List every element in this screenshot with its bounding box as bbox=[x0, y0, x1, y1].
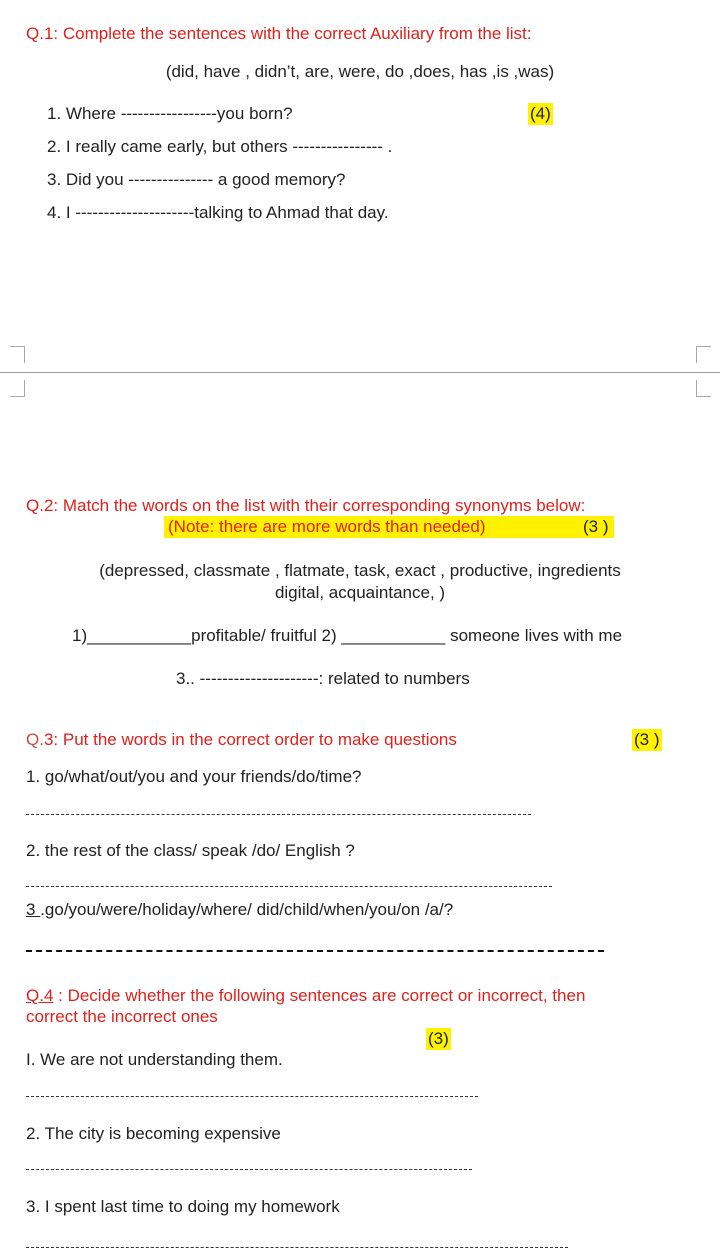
q4-marks: (3) bbox=[428, 1029, 449, 1048]
q2-note: (Note: there are more words than needed) bbox=[168, 517, 486, 536]
q2-marks: (3 ) bbox=[583, 517, 609, 536]
q1-item-3: 3. Did you --------------- a good memory? bbox=[47, 170, 346, 189]
q3-item-2: 2. the rest of the class/ speak /do/ English ? bbox=[26, 841, 355, 860]
q4-title-text: : Decide whether the following sentences are correct or incorrect, then bbox=[53, 986, 586, 1005]
q1-item-2: 2. I really came early, but others ---------------- . bbox=[47, 137, 393, 156]
q1-item-1: 1. Where -----------------you born? bbox=[47, 104, 293, 123]
q3-title bbox=[26, 729, 457, 751]
q3-marks: (3 ) bbox=[634, 730, 660, 749]
q3-item-3-text: .go/you/were/holiday/where/ did/child/when/you/on /a/? bbox=[40, 900, 454, 919]
q3-title-text: 3: Put the words in the correct order to make questions bbox=[43, 730, 457, 749]
q4-answer-line-3 bbox=[26, 1247, 568, 1248]
q4-item-3-number: 3. bbox=[26, 1197, 41, 1216]
q3-answer-line-2 bbox=[26, 886, 552, 887]
q4-item-3 bbox=[26, 1196, 340, 1218]
q1-word-list: (did, have , didn’t, are, were, do ,does, has ,is ,was) bbox=[165, 62, 555, 81]
q4-number: Q.4 bbox=[26, 986, 54, 1005]
q2-match-line: 1)___________profitable/ fruitful 2) ___________ someone lives with me bbox=[72, 626, 623, 645]
q4-item-2: 2. The city is becoming expensive bbox=[26, 1124, 281, 1143]
q4-answer-line-1 bbox=[26, 1096, 478, 1097]
q3-answer-line-1 bbox=[26, 814, 531, 815]
q1-marks: (4) bbox=[530, 104, 551, 123]
q3-prefix: Q. bbox=[26, 730, 44, 749]
crop-mark-bottom-left bbox=[10, 380, 25, 397]
q4-item-3-text: I spent last time to doing my homework bbox=[40, 1197, 340, 1216]
q4-title-line1 bbox=[26, 985, 585, 1007]
crop-mark-bottom-right bbox=[696, 380, 711, 397]
q1-item-4: 4. I ---------------------talking to Ahmad that day. bbox=[47, 203, 389, 222]
q3-answer-line-3 bbox=[26, 950, 604, 952]
q3-item-3-number: 3 bbox=[26, 900, 41, 919]
q4-answer-line-2 bbox=[26, 1169, 472, 1170]
crop-mark-top-right bbox=[696, 346, 711, 363]
q2-word-list-line1: (depressed, classmate , flatmate, task, exact , productive, ingredients bbox=[99, 561, 621, 580]
q1-title: Q.1: Complete the sentences with the correct Auxiliary from the list: bbox=[26, 24, 532, 43]
q4-item-1: I. We are not understanding them. bbox=[26, 1050, 283, 1069]
q2-match-line-3: 3.. ---------------------: related to numbers bbox=[176, 669, 470, 688]
q4-title-line2: correct the incorrect ones bbox=[26, 1007, 218, 1026]
q3-item-1: 1. go/what/out/you and your friends/do/time? bbox=[26, 767, 362, 786]
q2-word-list-line2: digital, acquaintance, ) bbox=[274, 583, 446, 602]
page-break-line bbox=[0, 372, 720, 373]
q3-item-3 bbox=[26, 899, 453, 921]
crop-mark-top-left bbox=[10, 346, 25, 363]
q2-title: Q.2: Match the words on the list with their corresponding synonyms below: bbox=[26, 496, 586, 515]
